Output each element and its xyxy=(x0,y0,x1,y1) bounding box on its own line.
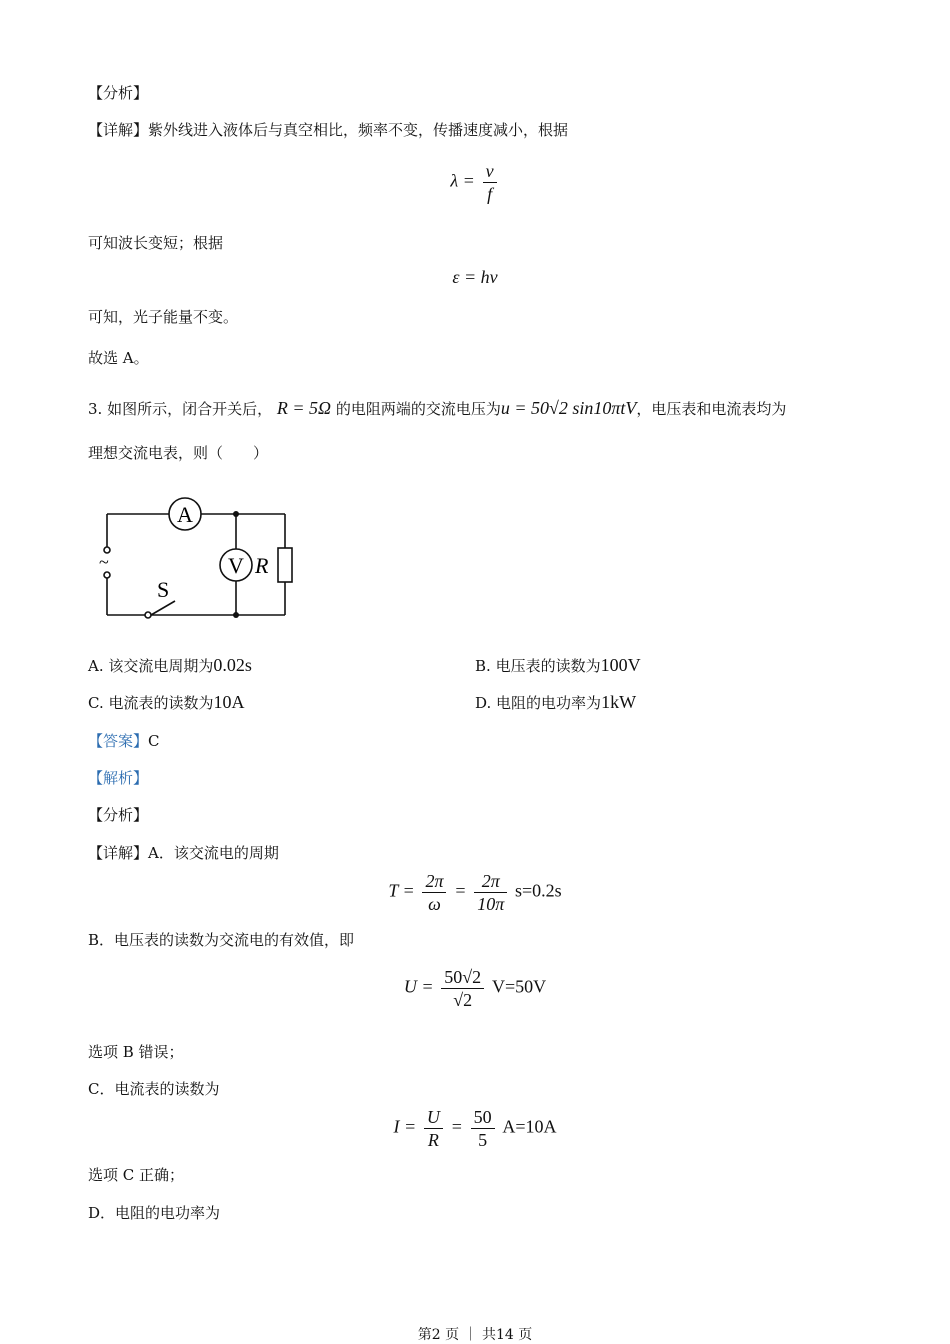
option-c-value: 10A xyxy=(213,692,245,712)
option-a-value: 0.02s xyxy=(213,655,252,675)
voltmeter-label: V xyxy=(228,553,244,578)
lambda-fraction xyxy=(483,160,497,205)
option-d[interactable] xyxy=(475,692,636,713)
ammeter-label: A xyxy=(177,502,193,527)
option-b-letter: B. xyxy=(475,657,491,675)
epsilon-expr: ε = hν xyxy=(452,267,498,287)
formula-lambda xyxy=(0,160,950,205)
resistor-label: R xyxy=(255,553,269,578)
T-num-1: 2π xyxy=(422,870,446,893)
option-d-letter: D. xyxy=(475,694,492,712)
question-line-1 xyxy=(88,398,786,419)
analysis-heading-1: 【分析】 xyxy=(88,84,149,102)
parse-tag: 【解析】 xyxy=(88,769,149,787)
answer-value: C xyxy=(148,732,160,750)
U-den: √2 xyxy=(453,990,473,1010)
detail-tag-2: 【详解】 xyxy=(88,844,149,862)
U-lhs: U = xyxy=(403,976,434,997)
option-b-value: 100V xyxy=(600,655,641,675)
detail-line-1 xyxy=(88,119,568,140)
question-text-2: 的电阻两端的交流电压为 xyxy=(335,400,501,418)
U-fraction xyxy=(441,966,484,1011)
answer-line xyxy=(88,730,160,751)
option-c[interactable] xyxy=(88,692,245,713)
option-b-text: 电压表的读数为 xyxy=(495,657,601,675)
option-a-letter: A. xyxy=(88,657,104,675)
T-fraction-1 xyxy=(422,870,446,915)
lambda-den: f xyxy=(487,184,493,204)
I-lhs: I = xyxy=(393,1116,417,1137)
I-result: A=10A xyxy=(502,1116,557,1137)
option-c-letter: C. xyxy=(88,694,104,712)
option-c-text: 电流表的读数为 xyxy=(108,694,214,712)
detail-text: 紫外线进入液体后与真空相比，频率不变，传播速度减小，根据 xyxy=(148,121,569,139)
detail-d-line: D．电阻的电功率为 xyxy=(88,1204,221,1222)
page-footer: 第2 页 ｜ 共14 页 xyxy=(417,1327,533,1343)
switch-label: S xyxy=(157,577,170,602)
option-d-value: 1kW xyxy=(601,692,637,712)
I-den-1: R xyxy=(427,1130,439,1150)
detail-a-text: A．该交流电的周期 xyxy=(148,844,279,862)
T-result: s=0.2s xyxy=(515,880,562,901)
conclusion-2: 可知，光子能量不变。 xyxy=(88,308,239,326)
analysis-heading-2: 【分析】 xyxy=(88,806,149,824)
formula-epsilon xyxy=(0,267,950,288)
c-right-line: 选项 C 正确； xyxy=(88,1166,185,1184)
U-num: 50√2 xyxy=(441,966,484,989)
choice-line: 故选 A。 xyxy=(88,349,149,367)
formula-voltage xyxy=(0,966,950,1011)
T-lhs: T = xyxy=(388,880,415,901)
question-line-2: 理想交流电表，则（ ） xyxy=(88,444,269,462)
option-b[interactable] xyxy=(475,655,641,676)
voltage-expression: u = 50√2 sin10πtV xyxy=(500,398,637,418)
T-fraction-2 xyxy=(474,870,507,915)
T-num-2: 2π xyxy=(474,870,507,893)
I-fraction-2 xyxy=(471,1106,495,1151)
formula-period: T = $\frac{2\pi}{\omega}$ = $\frac{2\pi}{10\pi}$ s=0.2s xyxy=(388,871,562,914)
detail-a-line xyxy=(88,842,279,863)
U-result: V=50V xyxy=(491,976,547,997)
circuit-diagram xyxy=(95,495,295,625)
detail-c-line: C．电流表的读数为 xyxy=(88,1080,220,1098)
I-fraction-1 xyxy=(424,1106,443,1151)
I-num-2: 50 xyxy=(471,1106,495,1129)
T-den-1: ω xyxy=(428,894,441,914)
lambda-num: v xyxy=(483,160,497,183)
T-den-2: 10π xyxy=(477,894,505,914)
detail-tag: 【详解】 xyxy=(88,121,149,139)
option-a[interactable] xyxy=(88,655,252,676)
question-number: 3. xyxy=(88,400,103,418)
I-num-1: U xyxy=(424,1106,443,1129)
option-a-text: 该交流电周期为 xyxy=(108,657,214,675)
source-symbol: ~ xyxy=(99,552,109,572)
option-d-text: 电阻的电功率为 xyxy=(496,694,602,712)
question-text-1: 如图所示，闭合开关后， xyxy=(107,400,273,418)
conclusion-1: 可知波长变短；根据 xyxy=(88,234,224,252)
question-text-3: ，电压表和电流表均为 xyxy=(636,400,787,418)
detail-b-line: B．电压表的读数为交流电的有效值，即 xyxy=(88,931,355,949)
answer-tag: 【答案】 xyxy=(88,732,149,750)
b-wrong-line: 选项 B 错误； xyxy=(88,1043,184,1061)
resistor-expression: R = 5Ω xyxy=(276,398,332,418)
I-den-2: 5 xyxy=(478,1130,488,1150)
formula-current: I = $\frac{U}{R}$ = $\frac{50}{5}$ A=10A xyxy=(393,1107,557,1150)
lambda-lhs: λ = xyxy=(450,170,475,191)
